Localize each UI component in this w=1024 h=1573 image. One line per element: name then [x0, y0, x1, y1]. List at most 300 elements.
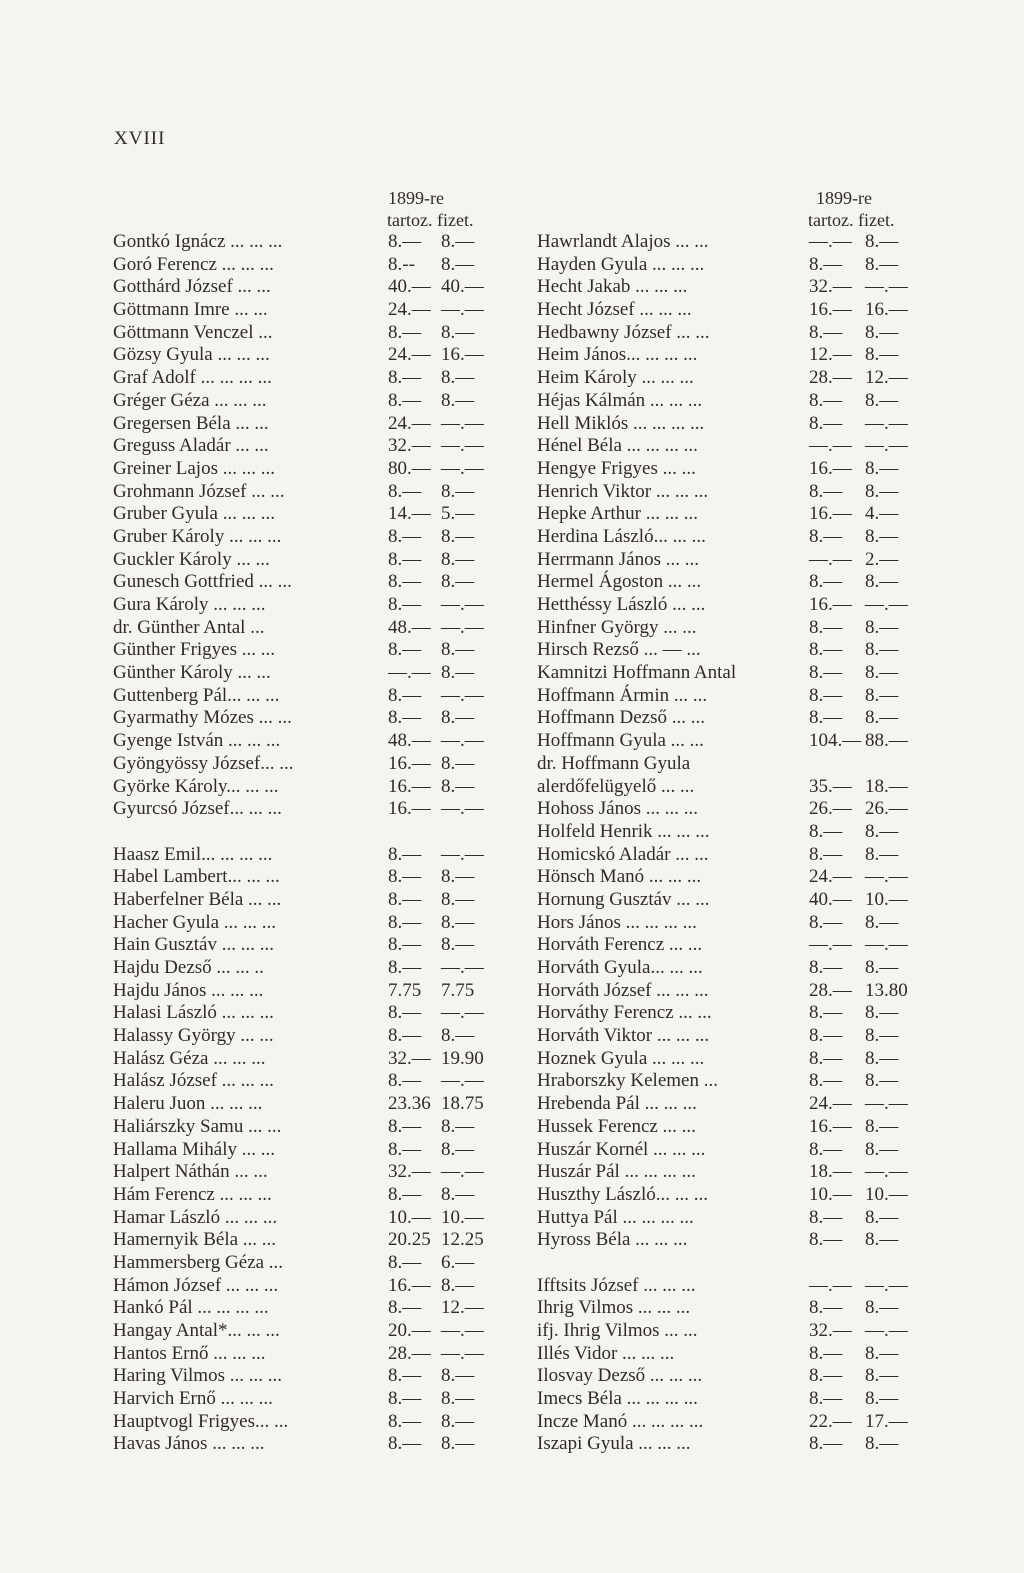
member-name: Harvich Ernő ... ... ... [113, 1388, 273, 1410]
member-name: Héjas Kálmán ... ... ... [537, 389, 703, 411]
amount-due: 8.— [809, 412, 843, 434]
amount-paid: —.— [441, 843, 484, 865]
amount-paid: 7.75 [441, 979, 475, 1001]
member-name: dr. Günther Antal ... [113, 616, 265, 638]
amount-paid: 8.— [865, 457, 899, 479]
list-item [113, 889, 513, 912]
amount-paid: 18.— [865, 775, 908, 797]
amount-due: 8.-- [388, 253, 415, 275]
member-name: Henrich Viktor ... ... ... [537, 480, 709, 502]
list-item [113, 753, 513, 776]
amount-paid: —.— [865, 435, 908, 457]
amount-paid: 8.— [441, 1183, 475, 1205]
list-item [113, 639, 513, 662]
amount-due: 8.— [388, 321, 422, 343]
list-item [113, 957, 513, 980]
amount-due: 8.— [809, 1342, 843, 1364]
list-item [537, 1297, 937, 1320]
amount-paid: —.— [441, 1070, 484, 1092]
member-name: Göttmann Imre ... ... [113, 299, 268, 321]
amount-due: 32.— [809, 1320, 852, 1341]
list-item [113, 912, 513, 935]
list-item [113, 594, 513, 617]
list-item [113, 1161, 513, 1184]
amount-paid: 8.— [865, 1342, 899, 1364]
amount-paid: 8.— [441, 911, 475, 933]
list-item [537, 1184, 937, 1207]
amount-due: 8.— [388, 707, 422, 729]
member-name: Kamnitzi Hoffmann Antal [537, 662, 737, 684]
member-name: Gura Károly ... ... ... [113, 594, 266, 615]
amount-paid: —.— [441, 457, 484, 479]
list-item [113, 980, 513, 1003]
amount-paid: 8.— [441, 367, 475, 389]
amount-due: 8.— [388, 888, 422, 910]
amount-due: 48.— [388, 730, 431, 752]
amount-paid: 13.80 [865, 979, 908, 1001]
amount-paid: 8.— [441, 1433, 475, 1455]
amount-paid: 8.— [441, 639, 475, 661]
amount-paid: 8.— [865, 1002, 899, 1024]
amount-due: 8.— [388, 1388, 422, 1410]
amount-due: 26.— [809, 798, 852, 820]
amount-due: 80.— [388, 457, 431, 479]
list-item [537, 730, 937, 753]
amount-paid: —.— [441, 957, 484, 978]
list-item [537, 367, 937, 390]
member-name: Hrebenda Pál ... ... ... [537, 1093, 697, 1115]
amount-paid: 17.— [865, 1410, 908, 1432]
member-name: Herrmann János ... ... [537, 548, 699, 570]
amount-paid: 6.— [441, 1251, 475, 1273]
list-item [537, 1320, 937, 1343]
list-item [537, 1365, 937, 1388]
amount-due: 8.— [809, 707, 843, 729]
list-item [113, 798, 513, 821]
amount-due: 40.— [388, 276, 431, 298]
amount-paid: 8.— [441, 752, 475, 774]
amount-paid: 8.— [441, 775, 475, 797]
amount-due: 16.— [809, 299, 852, 321]
member-name: Horváthy Ferencz ... ... [537, 1002, 712, 1024]
member-name: Hell Miklós ... ... ... ... [537, 412, 705, 434]
list-item [113, 776, 513, 799]
amount-paid: 8.— [441, 321, 475, 343]
member-name: Guttenberg Pál... ... ... [113, 684, 280, 706]
amount-paid: —.— [865, 1320, 908, 1341]
amount-due: —.— [809, 435, 852, 457]
amount-due: 8.— [809, 389, 843, 411]
amount-due: 32.— [388, 435, 431, 457]
list-item [113, 730, 513, 753]
amount-due: 8.— [388, 1183, 422, 1205]
list-item [537, 776, 937, 799]
amount-paid: 8.— [441, 888, 475, 910]
list-item [537, 1207, 937, 1230]
amount-due: 8.— [388, 843, 422, 865]
amount-paid: —.— [865, 594, 908, 615]
member-name: Hayden Gyula ... ... ... [537, 253, 705, 275]
amount-paid: —.— [865, 1161, 908, 1183]
right-column-header [537, 187, 937, 231]
amount-paid: 8.— [441, 1138, 475, 1160]
list-item [113, 1411, 513, 1434]
list-item [113, 526, 513, 549]
member-name: Huszár Kornél ... ... ... [537, 1138, 706, 1160]
amount-paid: —.— [441, 798, 484, 820]
amount-paid: 8.— [865, 480, 899, 502]
amount-paid: 8.— [441, 662, 475, 684]
member-name: Hammersberg Géza ... [113, 1251, 284, 1273]
amount-paid: 8.— [865, 231, 899, 252]
amount-due: 7.75 [388, 979, 422, 1001]
member-name: Gyöngyössy József... ... [113, 752, 294, 774]
member-name: Hohoss János ... ... ... [537, 798, 698, 820]
list-item [537, 617, 937, 640]
list-item [113, 617, 513, 640]
amount-paid: 8.— [441, 866, 475, 888]
member-name: dr. Hoffmann Gyula [537, 752, 691, 774]
amount-paid: 8.— [865, 321, 899, 343]
amount-due: 8.— [388, 1025, 422, 1047]
amount-due: 16.— [388, 752, 431, 774]
amount-paid: —.— [865, 866, 908, 888]
member-name: Ihrig Vilmos ... ... ... [537, 1297, 691, 1319]
amount-paid: 16.— [865, 299, 908, 321]
member-name: Holfeld Henrik ... ... ... [537, 820, 710, 842]
amount-paid: 12.— [865, 367, 908, 389]
amount-due: 8.— [388, 1070, 422, 1092]
amount-due: —.— [388, 662, 431, 684]
amount-due: —.— [809, 231, 852, 252]
member-name: Gyenge István ... ... ... [113, 730, 281, 752]
member-name: Homicskó Aladár ... ... [537, 843, 709, 865]
amount-due: 8.— [809, 616, 843, 638]
list-item [537, 980, 937, 1003]
amount-due: 8.— [388, 1433, 422, 1455]
amount-paid: 10.— [441, 1206, 484, 1228]
list-item [537, 481, 937, 504]
amount-due: 8.— [388, 1251, 422, 1273]
amount-paid: 12.— [441, 1297, 484, 1319]
list-item [537, 1161, 937, 1184]
list-item [537, 276, 937, 299]
amount-paid: —.— [865, 1093, 908, 1115]
amount-due: 8.— [809, 684, 843, 706]
member-name: Havas János ... ... ... [113, 1433, 265, 1455]
member-name: Hetthéssy László ... ... [537, 594, 706, 615]
left-header-year: 1899-re [388, 188, 444, 208]
list-item [537, 458, 937, 481]
list-item [537, 1002, 937, 1025]
amount-due: 32.— [388, 1047, 431, 1069]
amount-due: 16.— [388, 775, 431, 797]
member-name: Gontkó Ignácz ... ... ... [113, 231, 283, 252]
member-name: Hám Ferencz ... ... ... [113, 1183, 272, 1205]
list-item [537, 707, 937, 730]
list-item [113, 662, 513, 685]
amount-paid: 8.— [441, 1410, 475, 1432]
amount-paid: 8.— [441, 1115, 475, 1137]
member-name: Hankó Pál ... ... ... ... [113, 1297, 269, 1319]
amount-due: 14.— [388, 503, 431, 525]
member-name: Hinfner György ... ... [537, 616, 697, 638]
amount-paid: 8.— [865, 1433, 899, 1455]
list-item [537, 1116, 937, 1139]
amount-paid: 8.— [865, 525, 899, 547]
list-item [113, 299, 513, 322]
list-item [537, 1275, 937, 1298]
amount-due: —.— [809, 934, 852, 956]
list-item [537, 1229, 937, 1252]
member-name: Hámon József ... ... ... [113, 1274, 279, 1296]
page-number: XVIII [114, 128, 166, 149]
list-item [113, 1252, 513, 1275]
list-item [113, 231, 513, 254]
list-item [537, 685, 937, 708]
amount-due: 8.— [388, 957, 422, 978]
list-item [113, 1116, 513, 1139]
list-item [113, 276, 513, 299]
amount-paid: 88.— [865, 730, 908, 752]
amount-due: 32.— [809, 276, 852, 298]
amount-due: 8.— [809, 253, 843, 275]
member-name: Göttmann Venczel ... [113, 321, 273, 343]
member-name: Greiner Lajos ... ... ... [113, 457, 275, 479]
member-name: Halász Géza ... ... ... [113, 1047, 266, 1069]
member-name: ifj. Ihrig Vilmos ... ... [537, 1320, 698, 1341]
list-item [537, 1139, 937, 1162]
list-item [537, 1025, 937, 1048]
amount-paid: 16.— [441, 344, 484, 366]
amount-paid: 8.— [865, 707, 899, 729]
member-name: Iszapi Gyula ... ... ... [537, 1433, 691, 1455]
amount-paid: —.— [441, 1002, 484, 1024]
list-item [113, 1207, 513, 1230]
amount-due: 8.— [809, 843, 843, 865]
amount-paid: 8.— [441, 1025, 475, 1047]
member-name: Hecht Jakab ... ... ... [537, 276, 688, 298]
member-name: Haberfelner Béla ... ... [113, 888, 282, 910]
member-name: Hoffmann Ármin ... ... [537, 684, 708, 706]
list-item [537, 1411, 937, 1434]
member-name: Huszthy László... ... ... [537, 1183, 708, 1205]
list-item [113, 1320, 513, 1343]
amount-paid: 18.75 [441, 1093, 484, 1115]
list-item [537, 435, 937, 458]
list-item [537, 1343, 937, 1366]
member-name: Hussek Ferencz ... ... [537, 1115, 696, 1137]
amount-due: 8.— [388, 934, 422, 956]
amount-due: 104.— [809, 730, 862, 752]
amount-due: 8.— [388, 911, 422, 933]
list-item [537, 254, 937, 277]
list-item [113, 1002, 513, 1025]
list-item [537, 1093, 937, 1116]
member-name: Hauptvogl Frigyes... ... [113, 1410, 289, 1432]
amount-paid: 8.— [865, 1388, 899, 1410]
member-name: Halász József ... ... ... [113, 1070, 274, 1092]
list-item [113, 322, 513, 345]
member-name: Horváth József ... ... ... [537, 979, 709, 1001]
amount-paid: 8.— [441, 1365, 475, 1387]
amount-due: 8.— [388, 1138, 422, 1160]
amount-paid: 8.— [441, 231, 475, 252]
amount-paid: —.— [865, 1274, 908, 1296]
amount-paid: 8.— [865, 1025, 899, 1047]
left-column [113, 187, 513, 1456]
amount-due: 16.— [388, 798, 431, 820]
amount-paid: 8.— [865, 1297, 899, 1319]
amount-due: —.— [809, 548, 852, 570]
list-item [537, 912, 937, 935]
list-item [113, 503, 513, 526]
member-name: Gunesch Gottfried ... ... [113, 571, 292, 593]
amount-due: 48.— [388, 616, 431, 638]
member-name: Gréger Géza ... ... ... [113, 389, 267, 411]
member-name: Hedbawny József ... ... [537, 321, 710, 343]
amount-due: 8.— [388, 231, 422, 252]
amount-paid: 8.— [865, 662, 899, 684]
amount-due: 8.— [809, 1138, 843, 1160]
amount-paid: 8.— [441, 253, 475, 275]
member-name: Ifftsits József ... ... ... [537, 1274, 696, 1296]
amount-due: 8.— [809, 525, 843, 547]
amount-paid: 8.— [865, 957, 899, 978]
amount-paid: —.— [865, 412, 908, 434]
list-item [537, 299, 937, 322]
list-item [113, 1433, 513, 1456]
member-name: Hoffmann Dezső ... ... [537, 707, 705, 729]
amount-due: 40.— [809, 888, 852, 910]
list-item [537, 549, 937, 572]
amount-due: 8.— [388, 639, 422, 661]
member-name: Horváth Gyula... ... ... [537, 957, 703, 978]
amount-due: 8.— [809, 639, 843, 661]
list-item [113, 571, 513, 594]
list-item [537, 1433, 937, 1456]
amount-due: 24.— [388, 299, 431, 321]
list-item [113, 866, 513, 889]
amount-paid: 26.— [865, 798, 908, 820]
member-name: Graf Adolf ... ... ... ... [113, 367, 272, 389]
member-name: Hyross Béla ... ... ... [537, 1229, 688, 1251]
member-name: Hraborszky Kelemen ... [537, 1070, 718, 1092]
amount-due: 8.— [809, 1388, 843, 1410]
amount-paid: 8.— [441, 480, 475, 502]
member-name: Gyarmathy Mózes ... ... [113, 707, 292, 729]
amount-due: 8.— [388, 684, 422, 706]
member-name: Hain Gusztáv ... ... ... [113, 934, 274, 956]
amount-due: 8.— [809, 1206, 843, 1228]
member-name: Haring Vilmos ... ... ... [113, 1365, 282, 1387]
member-name: Halasi László ... ... ... [113, 1002, 274, 1024]
amount-due: 10.— [809, 1183, 852, 1205]
member-name: Hajdu János ... ... ... [113, 979, 264, 1001]
amount-paid: —.— [441, 594, 484, 615]
amount-due: 28.— [388, 1342, 431, 1364]
list-item [537, 594, 937, 617]
member-name: Illés Vidor ... ... ... [537, 1342, 675, 1364]
amount-due: 18.— [809, 1161, 852, 1183]
list-item [537, 571, 937, 594]
list-item [113, 344, 513, 367]
list-item [113, 458, 513, 481]
list-item [113, 1365, 513, 1388]
list-item [113, 254, 513, 277]
amount-paid: 8.— [865, 911, 899, 933]
list-item [537, 662, 937, 685]
amount-paid: —.— [441, 435, 484, 457]
member-name: Hajdu Dezső ... ... .. [113, 957, 264, 978]
member-name: Incze Manó ... ... ... ... [537, 1410, 704, 1432]
amount-due: 8.— [809, 1433, 843, 1455]
amount-paid: 12.25 [441, 1229, 484, 1251]
member-name: Gregersen Béla ... ... [113, 412, 269, 434]
list-item [537, 344, 937, 367]
amount-due: 20.— [388, 1320, 431, 1341]
amount-due: 8.— [809, 1229, 843, 1251]
amount-paid: —.— [441, 616, 484, 638]
amount-due: 35.— [809, 775, 852, 797]
member-name: Hallama Mihály ... ... [113, 1138, 275, 1160]
member-name: Hornung Gusztáv ... ... [537, 888, 710, 910]
amount-paid: —.— [441, 684, 484, 706]
member-name: Hermel Ágoston ... ... [537, 571, 702, 593]
list-item [537, 526, 937, 549]
member-name: Haleru Juon ... ... ... [113, 1093, 263, 1115]
member-name: Greguss Aladár ... ... [113, 435, 269, 457]
member-name: Grohmann József ... ... [113, 480, 285, 502]
list-item [113, 821, 513, 844]
member-name: Hawrlandt Alajos ... ... [537, 231, 709, 252]
list-item [537, 390, 937, 413]
list-item [537, 639, 937, 662]
amount-paid: 10.— [865, 888, 908, 910]
member-name: Haasz Emil... ... ... ... [113, 843, 273, 865]
member-name: Herdina László... ... ... [537, 525, 706, 547]
left-entry-list [113, 231, 513, 1456]
list-item [113, 844, 513, 867]
amount-paid: 8.— [865, 253, 899, 275]
member-name: Hénel Béla ... ... ... ... [537, 435, 698, 457]
amount-paid: 8.— [865, 843, 899, 865]
member-name: Hantos Ernő ... ... ... [113, 1342, 266, 1364]
list-item [537, 1252, 937, 1275]
member-name: Gyurcsó József... ... ... [113, 798, 282, 820]
list-item [537, 957, 937, 980]
amount-paid: 8.— [441, 707, 475, 729]
amount-paid: 8.— [865, 389, 899, 411]
amount-paid: —.— [441, 730, 484, 752]
amount-due: 8.— [809, 1047, 843, 1069]
list-item [537, 934, 937, 957]
list-item [113, 685, 513, 708]
list-item [113, 367, 513, 390]
member-name: Huszár Pál ... ... ... ... [537, 1161, 696, 1183]
amount-paid: 10.— [865, 1183, 908, 1205]
list-item [537, 1048, 937, 1071]
amount-due: 16.— [809, 457, 852, 479]
member-name: Hoznek Gyula ... ... ... [537, 1047, 705, 1069]
left-header-subtitle: tartoz. fizet. [387, 210, 474, 230]
member-name: Hamar László ... ... ... [113, 1206, 278, 1228]
amount-paid: —.— [865, 276, 908, 298]
list-item [113, 1048, 513, 1071]
amount-paid: 4.— [865, 503, 899, 525]
amount-paid: —.— [441, 1342, 484, 1364]
member-name: Goró Ferencz ... ... ... [113, 253, 274, 275]
